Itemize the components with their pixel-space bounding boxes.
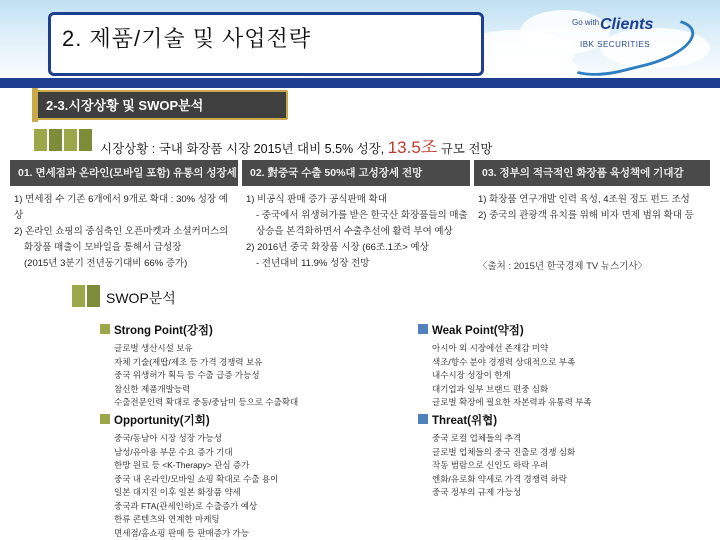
quadrant-opportunity (100, 412, 400, 540)
list-item: 내수시장 성장이 한계 (432, 370, 511, 380)
list-item: 중국과 FTA(관세인하)로 수출증가 예상 (114, 500, 258, 511)
list-item: 글로벌 확장에 필요한 자본력과 유통력 부족 (432, 397, 592, 407)
column-line: 화장품 매출이 모바일을 통해서 급성장 (24, 242, 182, 253)
column-header-3: 03. 정부의 적극적인 화장품 육성책에 기대감 (474, 160, 710, 186)
list-item: 중국 정부의 규제 가능성 (432, 487, 522, 497)
square-icon (49, 129, 62, 151)
column-body-3 (478, 192, 706, 224)
header-blue-bar (0, 78, 720, 88)
list-item: 색조/향수 분야 경쟁력 상대적으로 부족 (432, 356, 576, 367)
column-line: - 중국에서 위생허가를 받은 한국산 화장품들의 매출 (256, 210, 468, 221)
quadrant-strong-point (100, 322, 400, 410)
section-title: 2-3.시장상황 및 SWOP분석 (46, 98, 204, 113)
square-marker-icon (100, 324, 110, 334)
logo-brand: Clients (600, 16, 654, 33)
list-item: 중국 로컬 업체들의 추격 (432, 433, 522, 443)
logo-tagline: Go with (572, 18, 600, 27)
quadrant-heading (100, 322, 400, 338)
list-item: 한방 원료 등 <K-Therapy> 관심 증가 (114, 460, 250, 470)
column-body-2 (246, 192, 468, 272)
column-line: (2015년 3분기 전년동기대비 66% 증가) (24, 258, 188, 269)
column-header-2: 02. 對중국 수출 50%대 고성장세 전망 (242, 160, 470, 186)
column-header-1: 01. 면세점과 온라인(모바일 포함) 유통의 성장세 (10, 160, 238, 186)
list-item: 대기업과 일부 브랜드 편중 심화 (432, 383, 549, 394)
swop-squares (72, 285, 102, 312)
page-title: 2. 제품/기술 및 사업전략 (62, 26, 312, 51)
square-icon (87, 285, 100, 307)
list-item: 중국 위생허가 획득 등 수출 급증 가능성 (114, 370, 260, 380)
section-accent-bar (32, 88, 38, 122)
column-line: - 전년대비 11.9% 성장 전망 (256, 258, 370, 269)
list-item: 수출전문인력 확대로 중동/중남미 등으로 수출확대 (114, 397, 299, 407)
swop-title: SWOP분석 (106, 290, 176, 306)
logo-company: IBK SECURITIES (580, 40, 651, 49)
quadrant-heading-text: Threat(위협) (432, 415, 498, 427)
column-line: 1) 화장품 연구개발 인력 육성, 4조원 정도 펀드 조성 (478, 194, 690, 205)
market-status-highlight: 13.5조 (387, 138, 438, 157)
quadrant-list (418, 342, 708, 410)
market-status-line (100, 133, 493, 158)
column-header-row (10, 160, 710, 190)
list-item: 남성/유아용 부문 수요 증가 기대 (114, 446, 233, 457)
column-body-1 (14, 192, 236, 272)
list-item: 엔화/유로화 약세로 가격 경쟁력 하락 (432, 473, 567, 484)
list-item: 아시아 외 시장에선 존재감 미약 (432, 343, 549, 353)
quadrant-weak-point (418, 322, 708, 410)
column-line: 1) 비공식 판매 증가 공식판매 확대 (246, 194, 387, 205)
list-item: 일본 대지진 이후 일본 화장품 약세 (114, 487, 241, 497)
list-item: 글로벌 생산시설 보유 (114, 343, 193, 353)
square-marker-icon (418, 414, 428, 424)
list-item: 한류 콘텐츠와 연계한 마케팅 (114, 514, 220, 524)
square-icon (79, 129, 92, 151)
list-item: 중국 내 온라인/모바일 쇼핑 확대로 수출 용이 (114, 473, 279, 484)
quadrant-heading-text: Opportunity(기회) (114, 415, 210, 427)
quadrant-heading (418, 322, 708, 338)
list-item: 작동 범람으로 신인도 하락 우려 (432, 460, 549, 470)
column-line: 2) 중국의 관광객 유치를 위해 비자 면제 범위 확대 등 (478, 210, 694, 221)
quadrant-list (100, 432, 400, 540)
quadrant-heading (418, 412, 708, 428)
market-squares (34, 129, 94, 156)
column-line: 2) 2016년 중국 화장품 시장 (66조.1조> 예상 (246, 242, 429, 253)
quadrant-heading (100, 412, 400, 428)
square-marker-icon (100, 414, 110, 424)
list-item: 면세점/홈쇼핑 판매 등 판매증가 가능 (114, 527, 249, 538)
source-note: 〈출처 : 2015년 한국경제 TV 뉴스기사〉 (478, 261, 648, 272)
quadrant-threat (418, 412, 708, 500)
square-icon (72, 285, 85, 307)
column-line: 2) 온라인 쇼핑의 중심축인 오픈마켓과 소셜커머스의 (14, 226, 229, 237)
list-item: 글로벌 업체들의 중국 진출로 경쟁 심화 (432, 446, 576, 457)
list-item: 중국/동남아 시장 성장 가능성 (114, 433, 222, 443)
square-icon (34, 129, 47, 151)
market-status-tail: 규모 전망 (440, 142, 493, 156)
column-line: 상승을 본격화하면서 수출추선에 활력 부여 예상 (256, 226, 453, 237)
quadrant-list (418, 432, 708, 500)
list-item: 자체 기술(제땁/제조 등 가격 경쟁력 보유 (114, 356, 263, 367)
quadrant-heading-text: Weak Point(약점) (432, 325, 524, 337)
column-line: 1) 면세점 수 기존 6개에서 9개로 확대 : 30% 성장 예상 (14, 194, 228, 221)
quadrant-heading-text: Strong Point(강점) (114, 325, 213, 337)
company-logo (562, 18, 692, 70)
quadrant-list (100, 342, 400, 410)
market-status-label: 시장상황 : 국내 화장품 시장 2015년 대비 5.5% 성장, (100, 142, 385, 156)
square-marker-icon (418, 324, 428, 334)
list-item: 참신한 제품개발능력 (114, 383, 191, 394)
square-icon (64, 129, 77, 151)
